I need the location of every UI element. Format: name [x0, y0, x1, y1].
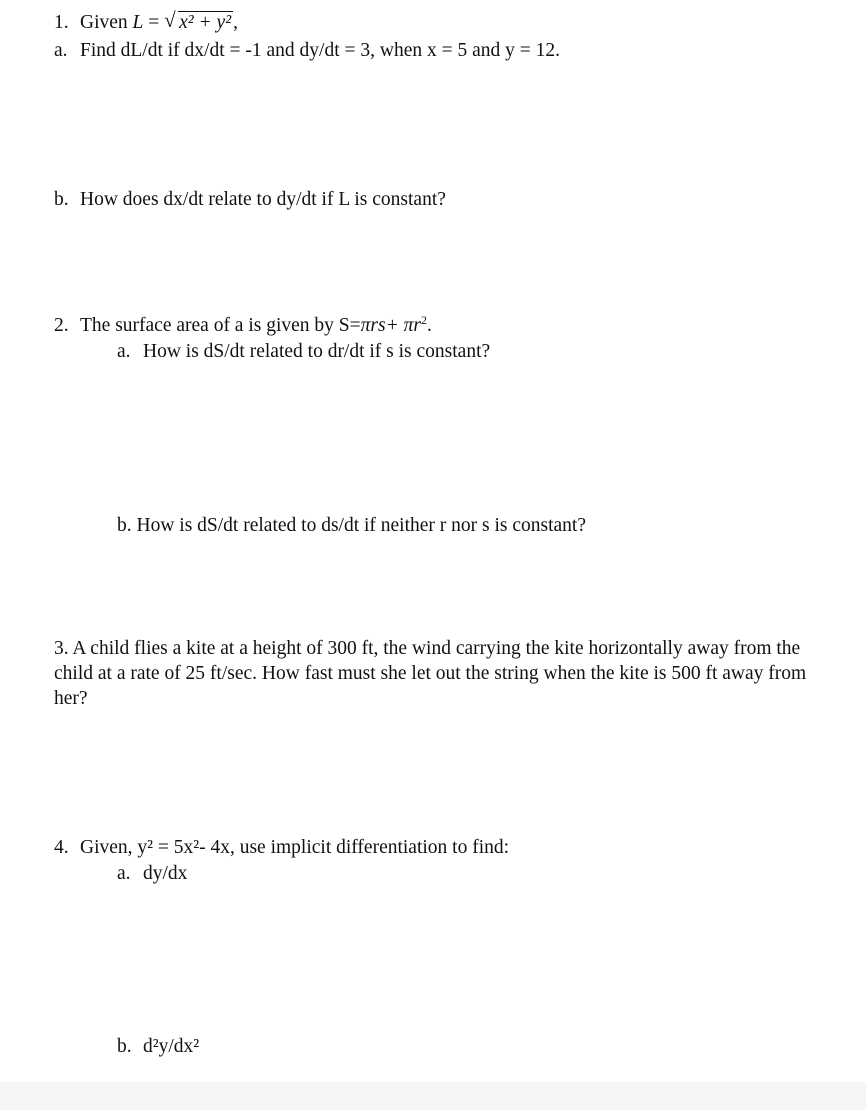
q2a-label: a.	[117, 341, 131, 362]
q1b	[54, 187, 446, 212]
q4b-label: b.	[117, 1036, 132, 1057]
q4a-label: a.	[117, 863, 131, 884]
q2a-text: How is dS/dt related to dr/dt if s is constant?	[143, 341, 491, 362]
q1-statement	[54, 10, 238, 35]
q2a	[117, 339, 490, 364]
q1-radicand: x² + y²	[179, 12, 232, 33]
q2-statement	[54, 313, 432, 338]
q1a-text: Find dL/dt if dx/dt = -1 and dy/dt = 3, when x = 5 and y = 12.	[80, 40, 560, 61]
q1-equals: =	[148, 12, 160, 33]
q1-lhs: L	[132, 12, 144, 33]
q4-statement	[54, 835, 509, 860]
q1a	[54, 38, 560, 63]
q2-number: 2.	[54, 315, 69, 336]
q1-intro: Given	[80, 12, 128, 33]
q1-number: 1.	[54, 12, 69, 33]
q2-formula: πrs+ πr	[360, 315, 421, 336]
radical-sign-icon: √	[164, 8, 176, 32]
q4a	[117, 861, 187, 886]
q4-text: Given, y² = 5x²- 4x, use implicit differentiation to find:	[80, 837, 510, 858]
q2b-text: How is dS/dt related to ds/dt if neither r nor s is constant?	[136, 515, 587, 536]
q4b-text: d²y/dx²	[143, 1036, 200, 1057]
q3-statement: 3. A child flies a kite at a height of 300 ft, the wind carrying the kite horizontally away from the child at a rate of 25 ft/sec. How fast must she let out the string when the kite is 500 ft away from her?	[54, 638, 807, 709]
q1b-label: b.	[54, 189, 69, 210]
q1b-text: How does dx/dt relate to dy/dt if L is constant?	[80, 189, 446, 210]
q2b	[117, 513, 586, 538]
q2-trail: .	[426, 315, 432, 336]
q2b-label: b.	[117, 515, 132, 536]
q2-text: The surface area of a is given by S=	[80, 315, 361, 336]
q4-number: 4.	[54, 837, 69, 858]
q2-formula-exponent: 2	[420, 313, 427, 327]
q1-sqrt-expression	[164, 10, 233, 35]
q1a-label: a.	[54, 40, 68, 61]
q4b	[117, 1034, 199, 1059]
q1-trail: ,	[233, 12, 238, 33]
q4a-text: dy/dx	[143, 863, 188, 884]
